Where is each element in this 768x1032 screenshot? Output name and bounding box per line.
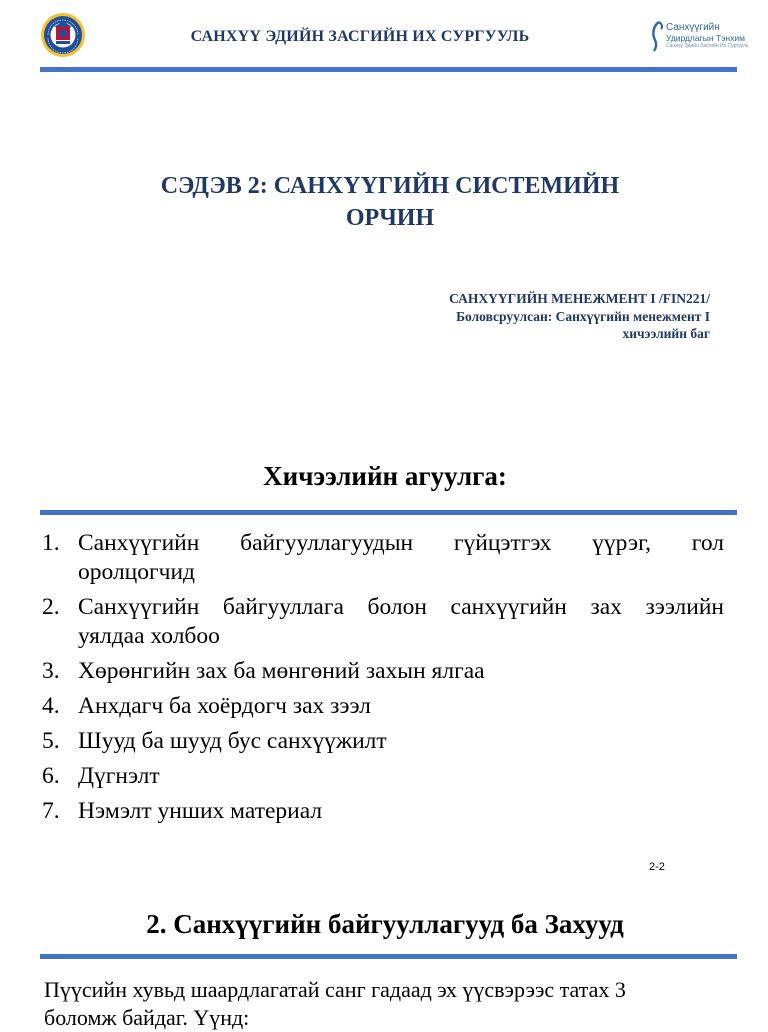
course-team: хичээлийн баг	[622, 326, 710, 341]
list-item-continuation	[42, 558, 724, 587]
contents-title: Хичээлийн агуулга:	[263, 461, 507, 491]
list-text: оролцогчид	[78, 559, 195, 585]
list-item	[42, 762, 724, 791]
list-number: 3.	[42, 658, 60, 684]
brand-line-2: Удирдлагын Тэнхим	[666, 33, 745, 43]
list-number	[42, 558, 78, 587]
paragraph-line-1: Пүүсийн хувьд шаардлагатай санг гадаад эх үүсвэрээс татах 3	[44, 977, 626, 1002]
list-number: 7.	[42, 798, 60, 824]
list-item	[42, 692, 724, 721]
list-text: Хөрөнгийн зах ба мөнгөний захын ялгаа	[78, 658, 485, 684]
list-item-continuation	[42, 622, 724, 651]
paragraph-line-2: боломж байдаг. Үүнд:	[44, 1005, 250, 1030]
topic-title-line-1: СЭДЭВ 2: САНХҮҮГИЙН СИСТЕМИЙН	[160, 173, 620, 199]
list-item	[42, 657, 724, 686]
list-text: Анхдагч ба хоёрдогч зах зээл	[78, 693, 371, 719]
list-text: Санхүүгийн байгууллагуудын гүйцэтгэх үүрэг, гол	[78, 530, 724, 556]
list-number: 1.	[42, 530, 60, 556]
list-text: Санхүүгийн байгууллага болон санхүүгийн зах зээлийн	[78, 594, 724, 620]
list-text: уялдаа холбоо	[78, 623, 220, 649]
section-title: 2. Санхүүгийн байгууллагууд ба Захууд	[146, 909, 624, 939]
list-item	[42, 727, 724, 756]
university-seal-logo	[40, 12, 86, 58]
topic-title	[100, 170, 680, 234]
list-number	[42, 622, 78, 651]
topic-title-line-2: ОРЧИН	[345, 205, 435, 231]
list-text: Шууд ба шууд бус санхүүжилт	[78, 728, 387, 754]
course-code: САНХҮҮГИЙН МЕНЕЖМЕНТ I /FIN221/	[449, 291, 710, 306]
brand-line-3: Санхүү Эдийн Засгийн Их Сургууль	[666, 43, 749, 49]
page-number: 2-2	[649, 861, 665, 873]
contents-list	[42, 529, 724, 832]
course-author: Боловсруулсан: Санхүүгийн менежмент I	[456, 308, 710, 324]
list-item	[42, 797, 724, 826]
university-name: САНХҮҮ ЭДИЙН ЗАСГИЙН ИХ СУРГУУЛЬ	[190, 28, 530, 45]
list-number: 2.	[42, 594, 60, 620]
contents-divider	[40, 510, 737, 515]
list-text: Дүгнэлт	[78, 763, 160, 789]
course-info	[449, 290, 710, 343]
section-divider	[40, 954, 737, 959]
brand-line-1: Санхүүгийн	[666, 22, 720, 33]
list-text: Нэмэлт унших материал	[78, 798, 323, 824]
list-number: 5.	[42, 728, 60, 754]
list-number: 6.	[42, 763, 60, 789]
list-item	[42, 529, 724, 558]
header-divider	[40, 67, 737, 72]
list-item	[42, 593, 724, 622]
list-number: 4.	[42, 693, 60, 719]
